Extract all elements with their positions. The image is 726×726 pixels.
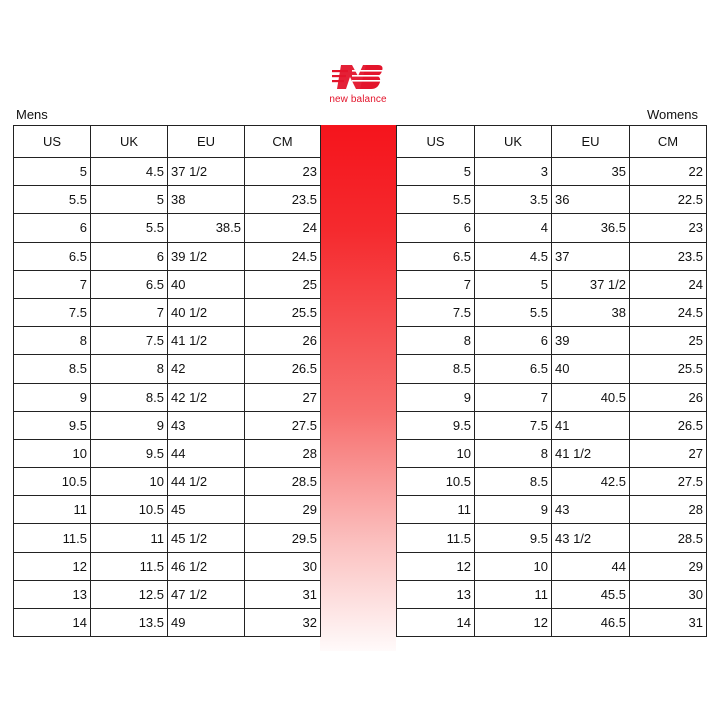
mens-cell-us: 6.5	[14, 242, 91, 270]
womens-cell-cm: 22.5	[630, 186, 707, 214]
womens-cell-us: 6	[397, 214, 475, 242]
brand-name: new balance	[329, 94, 387, 105]
womens-cell-us: 9.5	[397, 411, 475, 439]
mens-cell-uk: 8.5	[91, 383, 168, 411]
mens-table-row	[14, 552, 321, 580]
mens-cell-us: 8.5	[14, 355, 91, 383]
womens-cell-eu: 37	[552, 242, 630, 270]
womens-cell-cm: 22	[630, 158, 707, 186]
mens-cell-uk: 5	[91, 186, 168, 214]
mens-cell-eu: 47 1/2	[168, 580, 245, 608]
mens-cell-cm: 31	[245, 580, 321, 608]
womens-cell-eu: 41 1/2	[552, 439, 630, 467]
mens-header-row	[14, 126, 321, 158]
mens-cell-uk: 12.5	[91, 580, 168, 608]
womens-cell-uk: 5	[475, 270, 552, 298]
womens-table-row	[397, 355, 707, 383]
column-header-cm: CM	[245, 126, 321, 158]
womens-cell-uk: 5.5	[475, 298, 552, 326]
mens-cell-us: 10.5	[14, 468, 91, 496]
womens-table-row	[397, 270, 707, 298]
mens-label: Mens	[16, 107, 48, 122]
mens-cell-us: 7.5	[14, 298, 91, 326]
womens-cell-us: 14	[397, 609, 475, 637]
mens-cell-us: 9	[14, 383, 91, 411]
womens-cell-cm: 28.5	[630, 524, 707, 552]
mens-cell-eu: 39 1/2	[168, 242, 245, 270]
mens-table-row	[14, 186, 321, 214]
mens-cell-us: 9.5	[14, 411, 91, 439]
mens-cell-eu: 44 1/2	[168, 468, 245, 496]
womens-table-row	[397, 468, 707, 496]
mens-cell-us: 14	[14, 609, 91, 637]
womens-cell-eu: 42.5	[552, 468, 630, 496]
womens-header-row	[397, 126, 707, 158]
mens-cell-eu: 49	[168, 609, 245, 637]
mens-cell-uk: 8	[91, 355, 168, 383]
womens-table-row	[397, 580, 707, 608]
mens-table-row	[14, 355, 321, 383]
womens-table-row	[397, 524, 707, 552]
womens-cell-us: 5	[397, 158, 475, 186]
mens-cell-cm: 23.5	[245, 186, 321, 214]
womens-cell-eu: 45.5	[552, 580, 630, 608]
mens-size-table	[13, 125, 321, 637]
column-header-us: US	[14, 126, 91, 158]
womens-cell-us: 6.5	[397, 242, 475, 270]
mens-cell-cm: 27	[245, 383, 321, 411]
mens-cell-uk: 4.5	[91, 158, 168, 186]
womens-cell-cm: 27.5	[630, 468, 707, 496]
mens-table-row	[14, 214, 321, 242]
womens-cell-cm: 25.5	[630, 355, 707, 383]
mens-cell-cm: 23	[245, 158, 321, 186]
womens-cell-cm: 23	[630, 214, 707, 242]
womens-cell-cm: 27	[630, 439, 707, 467]
womens-cell-uk: 11	[475, 580, 552, 608]
mens-table-row	[14, 298, 321, 326]
mens-cell-us: 6	[14, 214, 91, 242]
mens-cell-eu: 38	[168, 186, 245, 214]
mens-cell-uk: 5.5	[91, 214, 168, 242]
mens-cell-cm: 24	[245, 214, 321, 242]
womens-cell-cm: 26.5	[630, 411, 707, 439]
womens-cell-us: 7.5	[397, 298, 475, 326]
womens-cell-uk: 8.5	[475, 468, 552, 496]
womens-cell-us: 9	[397, 383, 475, 411]
mens-cell-uk: 13.5	[91, 609, 168, 637]
mens-cell-eu: 43	[168, 411, 245, 439]
mens-cell-cm: 32	[245, 609, 321, 637]
womens-table-row	[397, 411, 707, 439]
column-header-uk: UK	[91, 126, 168, 158]
womens-cell-us: 7	[397, 270, 475, 298]
mens-table-row	[14, 270, 321, 298]
mens-cell-eu: 42 1/2	[168, 383, 245, 411]
womens-cell-cm: 28	[630, 496, 707, 524]
womens-cell-uk: 8	[475, 439, 552, 467]
womens-cell-uk: 4.5	[475, 242, 552, 270]
mens-cell-cm: 25.5	[245, 298, 321, 326]
womens-cell-eu: 35	[552, 158, 630, 186]
column-header-uk: UK	[475, 126, 552, 158]
womens-table-row	[397, 158, 707, 186]
womens-cell-cm: 25	[630, 327, 707, 355]
womens-cell-us: 8.5	[397, 355, 475, 383]
mens-cell-cm: 28	[245, 439, 321, 467]
mens-table-row	[14, 609, 321, 637]
womens-cell-cm: 23.5	[630, 242, 707, 270]
mens-cell-eu: 44	[168, 439, 245, 467]
womens-table-row	[397, 609, 707, 637]
womens-cell-us: 11.5	[397, 524, 475, 552]
womens-table-row	[397, 439, 707, 467]
mens-table-body	[14, 158, 321, 637]
mens-cell-us: 8	[14, 327, 91, 355]
mens-cell-uk: 6.5	[91, 270, 168, 298]
womens-cell-uk: 12	[475, 609, 552, 637]
womens-cell-us: 11	[397, 496, 475, 524]
womens-cell-uk: 9.5	[475, 524, 552, 552]
column-header-cm: CM	[630, 126, 707, 158]
mens-cell-us: 13	[14, 580, 91, 608]
mens-cell-us: 12	[14, 552, 91, 580]
womens-cell-eu: 46.5	[552, 609, 630, 637]
mens-cell-cm: 27.5	[245, 411, 321, 439]
mens-cell-us: 7	[14, 270, 91, 298]
womens-cell-cm: 24.5	[630, 298, 707, 326]
womens-cell-eu: 40	[552, 355, 630, 383]
mens-cell-cm: 30	[245, 552, 321, 580]
womens-cell-uk: 3	[475, 158, 552, 186]
mens-cell-uk: 7.5	[91, 327, 168, 355]
mens-table-row	[14, 327, 321, 355]
womens-cell-uk: 9	[475, 496, 552, 524]
womens-label: Womens	[646, 107, 698, 122]
womens-cell-eu: 44	[552, 552, 630, 580]
mens-cell-uk: 11.5	[91, 552, 168, 580]
womens-cell-cm: 30	[630, 580, 707, 608]
womens-cell-eu: 36	[552, 186, 630, 214]
womens-cell-us: 8	[397, 327, 475, 355]
womens-cell-uk: 4	[475, 214, 552, 242]
womens-cell-uk: 7.5	[475, 411, 552, 439]
mens-cell-cm: 24.5	[245, 242, 321, 270]
womens-cell-eu: 41	[552, 411, 630, 439]
womens-cell-cm: 26	[630, 383, 707, 411]
mens-cell-us: 5	[14, 158, 91, 186]
mens-table-row	[14, 158, 321, 186]
mens-cell-uk: 9.5	[91, 439, 168, 467]
mens-cell-us: 11	[14, 496, 91, 524]
womens-size-table	[396, 125, 707, 637]
mens-cell-us: 10	[14, 439, 91, 467]
mens-cell-uk: 10.5	[91, 496, 168, 524]
womens-cell-us: 12	[397, 552, 475, 580]
womens-cell-uk: 7	[475, 383, 552, 411]
mens-cell-uk: 11	[91, 524, 168, 552]
mens-cell-uk: 6	[91, 242, 168, 270]
brand-logo	[318, 62, 398, 110]
womens-cell-uk: 6	[475, 327, 552, 355]
mens-cell-cm: 25	[245, 270, 321, 298]
mens-cell-eu: 45 1/2	[168, 524, 245, 552]
womens-table-row	[397, 214, 707, 242]
gradient-divider	[320, 125, 396, 651]
mens-cell-eu: 40 1/2	[168, 298, 245, 326]
mens-cell-eu: 38.5	[168, 214, 245, 242]
womens-cell-uk: 3.5	[475, 186, 552, 214]
mens-cell-eu: 37 1/2	[168, 158, 245, 186]
womens-table-row	[397, 242, 707, 270]
mens-cell-eu: 46 1/2	[168, 552, 245, 580]
womens-cell-eu: 40.5	[552, 383, 630, 411]
womens-table-row	[397, 298, 707, 326]
womens-table-row	[397, 496, 707, 524]
womens-table-row	[397, 327, 707, 355]
womens-cell-eu: 37 1/2	[552, 270, 630, 298]
mens-table-row	[14, 524, 321, 552]
mens-cell-cm: 26	[245, 327, 321, 355]
womens-cell-cm: 24	[630, 270, 707, 298]
womens-cell-us: 10	[397, 439, 475, 467]
womens-cell-uk: 6.5	[475, 355, 552, 383]
mens-cell-us: 5.5	[14, 186, 91, 214]
mens-table-row	[14, 580, 321, 608]
womens-cell-eu: 38	[552, 298, 630, 326]
womens-table-row	[397, 383, 707, 411]
mens-table-row	[14, 411, 321, 439]
womens-cell-cm: 29	[630, 552, 707, 580]
mens-table-row	[14, 242, 321, 270]
womens-cell-cm: 31	[630, 609, 707, 637]
mens-cell-uk: 7	[91, 298, 168, 326]
mens-cell-cm: 29.5	[245, 524, 321, 552]
mens-cell-uk: 9	[91, 411, 168, 439]
womens-table-body	[397, 158, 707, 637]
womens-cell-eu: 39	[552, 327, 630, 355]
column-header-us: US	[397, 126, 475, 158]
womens-cell-eu: 43 1/2	[552, 524, 630, 552]
womens-cell-eu: 43	[552, 496, 630, 524]
mens-table-row	[14, 496, 321, 524]
mens-cell-eu: 42	[168, 355, 245, 383]
mens-cell-us: 11.5	[14, 524, 91, 552]
womens-table-row	[397, 186, 707, 214]
mens-cell-eu: 41 1/2	[168, 327, 245, 355]
mens-cell-eu: 45	[168, 496, 245, 524]
column-header-eu: EU	[552, 126, 630, 158]
womens-cell-eu: 36.5	[552, 214, 630, 242]
mens-table-row	[14, 468, 321, 496]
womens-cell-us: 13	[397, 580, 475, 608]
column-header-eu: EU	[168, 126, 245, 158]
womens-cell-us: 10.5	[397, 468, 475, 496]
mens-table-row	[14, 383, 321, 411]
mens-cell-cm: 29	[245, 496, 321, 524]
nb-logo-icon	[332, 62, 384, 92]
mens-cell-eu: 40	[168, 270, 245, 298]
mens-cell-cm: 28.5	[245, 468, 321, 496]
womens-table-row	[397, 552, 707, 580]
mens-cell-uk: 10	[91, 468, 168, 496]
mens-cell-cm: 26.5	[245, 355, 321, 383]
womens-cell-uk: 10	[475, 552, 552, 580]
mens-table-row	[14, 439, 321, 467]
womens-cell-us: 5.5	[397, 186, 475, 214]
